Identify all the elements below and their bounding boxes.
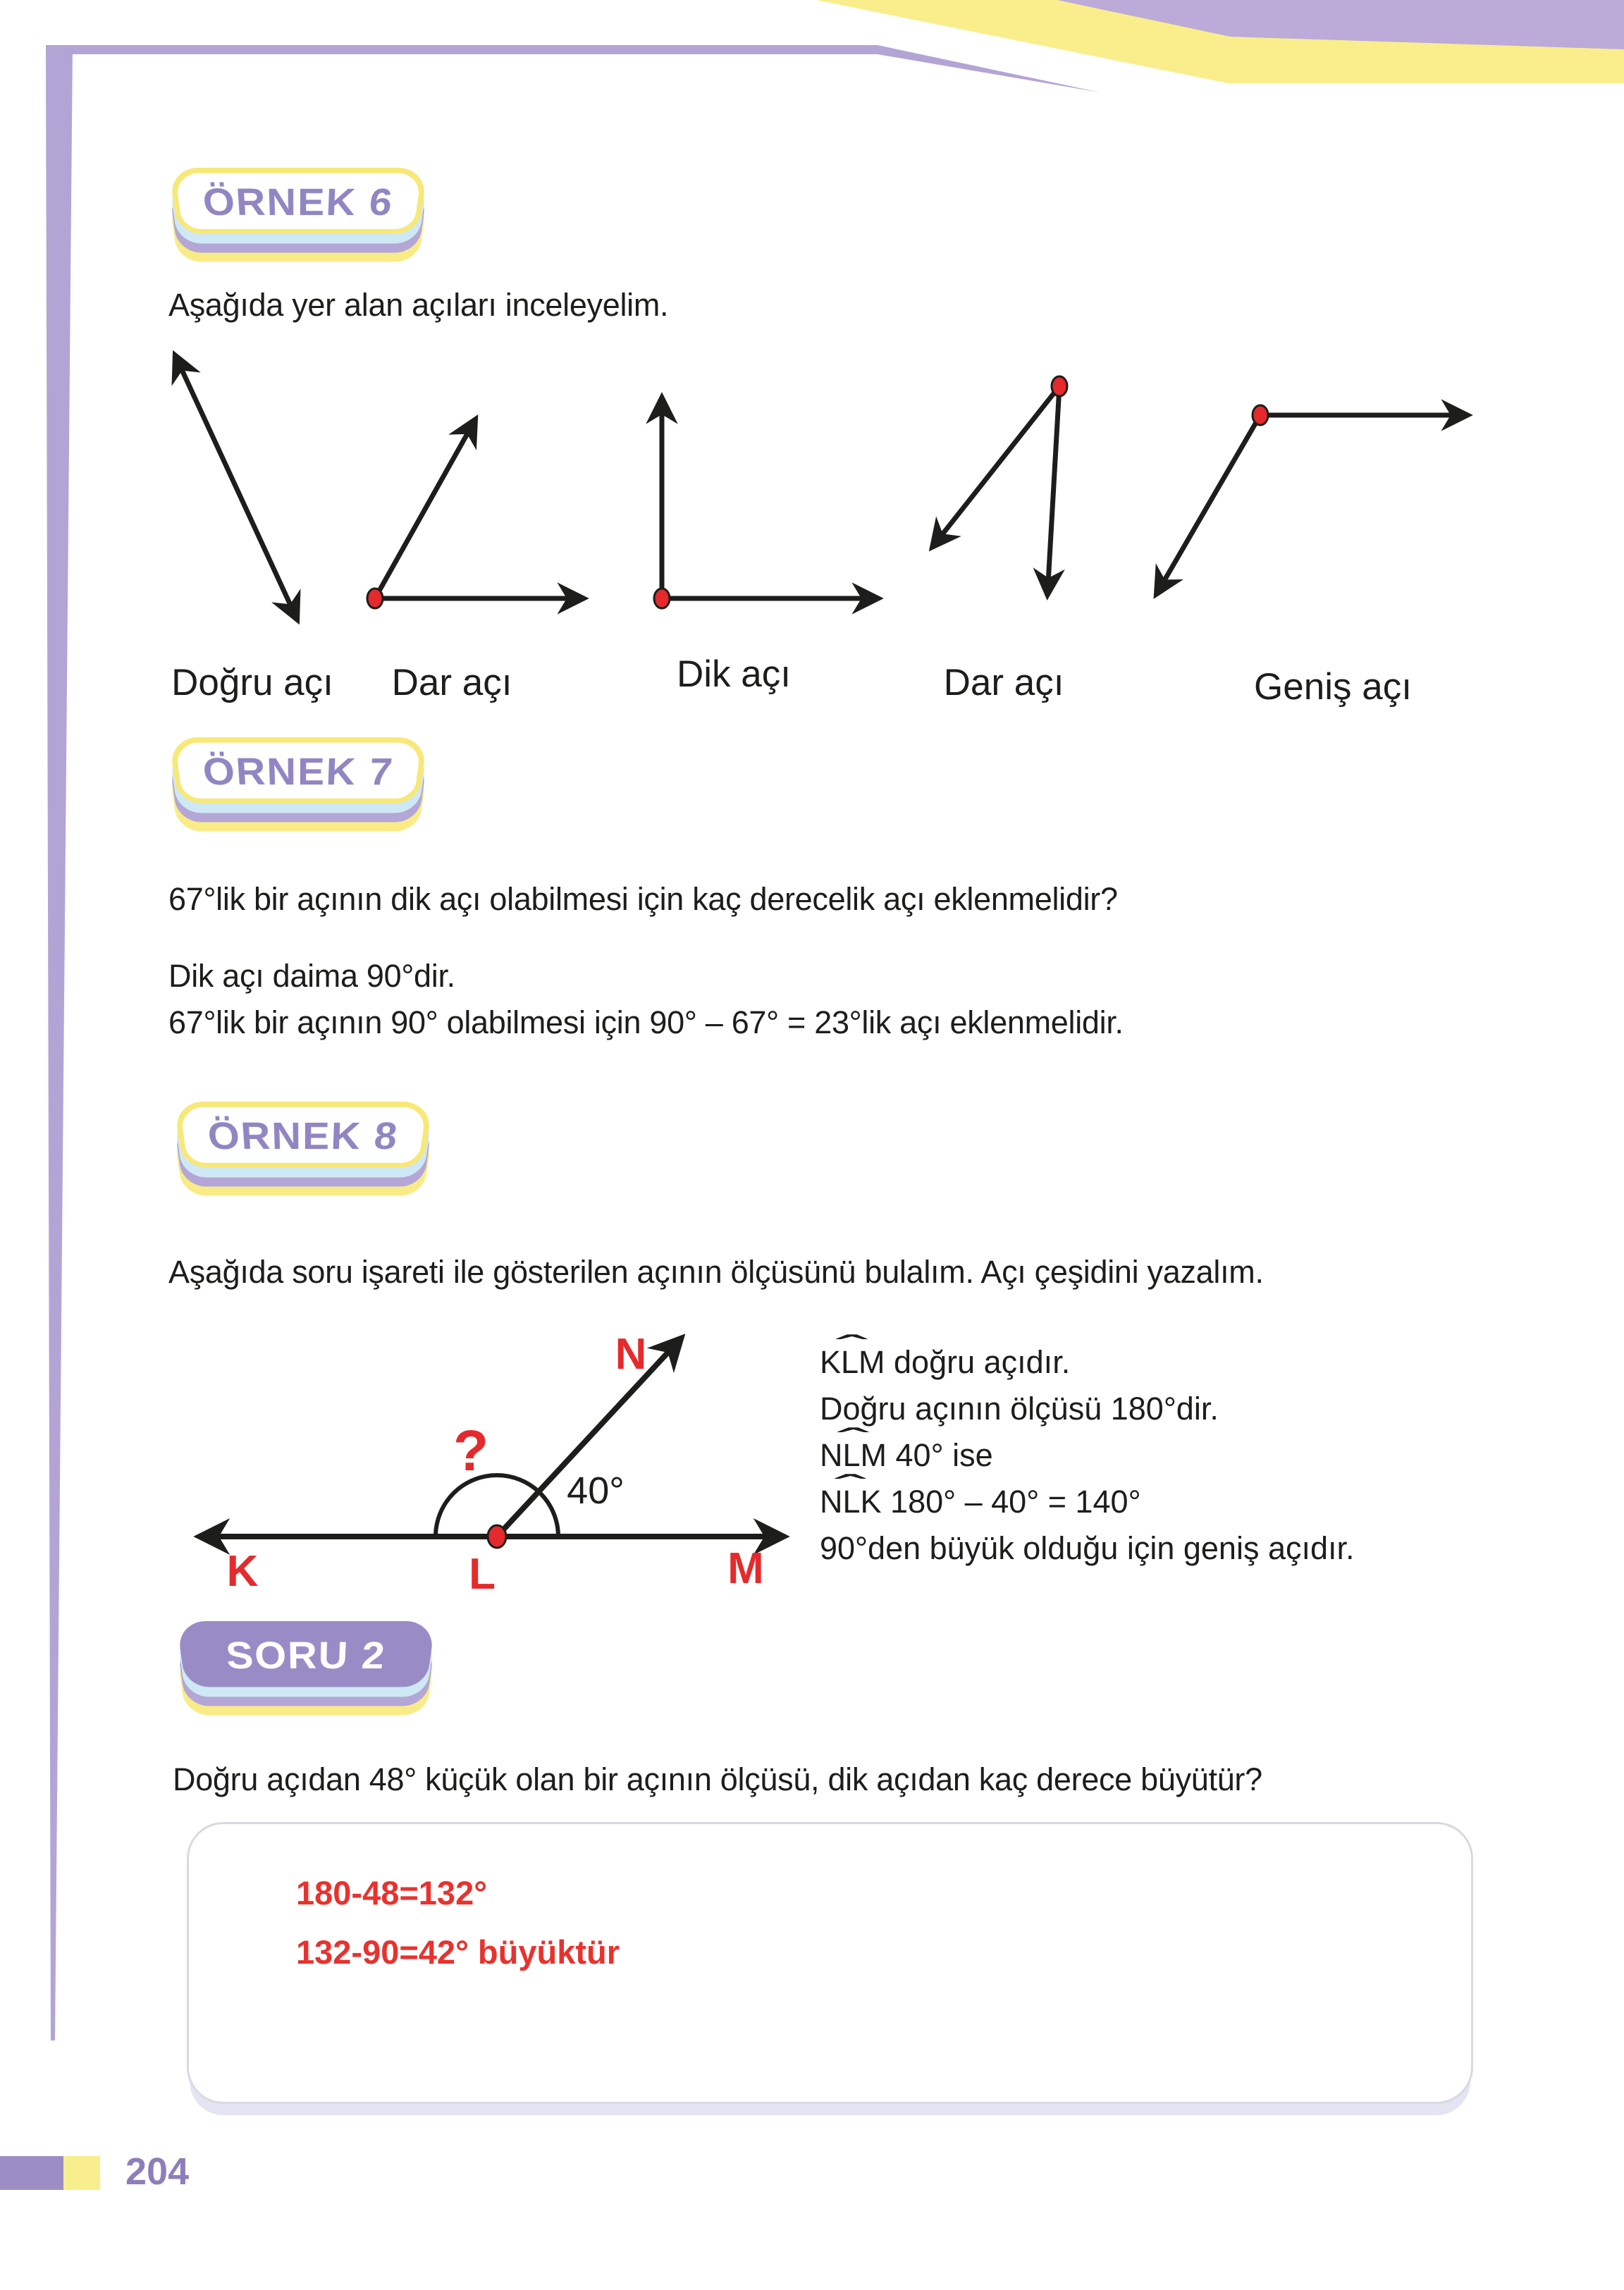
badge-face <box>168 168 428 234</box>
angle-hat-nlk: ˆ NLK <box>820 1479 882 1525</box>
ornek7-solution-line1: Dik açı daima 90°dir. <box>168 958 455 994</box>
footer-purple-block <box>0 2156 63 2190</box>
unknown-angle-mark: ? <box>453 1419 489 1483</box>
answer-box[interactable] <box>187 1822 1473 2104</box>
soru2-question: Doğru açıdan 48° küçük olan bir açının ölçüsü, dik açıdan kaç derece büyütür? <box>173 1761 1262 1797</box>
answer-line-1: 180-48=132° <box>296 1874 488 1912</box>
left-border <box>46 45 73 2040</box>
vertex-dot <box>1253 405 1268 425</box>
answer-line-2: 132-90=42° büyüktür <box>296 1933 620 1971</box>
right-angle-figure <box>654 397 879 608</box>
ornek7-solution-line2: 67°lik bir açının 90° olabilmesi için 90° – 67° = 23°lik açı eklenmelidir. <box>168 1004 1124 1040</box>
explanation-line: Doğru açının ölçüsü 180°dir. <box>820 1391 1219 1427</box>
ornek8-badge <box>173 1102 433 1207</box>
acute-angle-figure-1 <box>367 419 584 608</box>
ornek8-badge-label: ÖRNEK 8 <box>205 1114 401 1157</box>
obtuse-angle-figure <box>1156 405 1468 595</box>
soru2-badge-label: SORU 2 <box>223 1633 388 1676</box>
ornek6-intro-text: Aşağıda yer alan açıları inceleyelim. <box>168 287 669 323</box>
angle-figures <box>141 338 1515 705</box>
ornek7-badge-label: ÖRNEK 7 <box>200 749 396 792</box>
acute-angle-figure-2 <box>932 376 1067 596</box>
figure-label-straight: Doğru açı <box>171 662 333 703</box>
vertex-dot-l <box>488 1525 506 1548</box>
page-number: 204 <box>125 2150 190 2193</box>
explanation-line: 90°den büyük olduğu için geniş açıdır. <box>820 1530 1355 1566</box>
ornek7-solution <box>168 953 1124 1046</box>
figure-label-acute-2: Dar açı <box>943 662 1064 703</box>
point-label-n: N <box>615 1330 647 1379</box>
explanation-line: ˆ KLM doğru açıdır. <box>820 1339 1355 1386</box>
angle-40-label: 40° <box>567 1470 625 1512</box>
figure-label-right: Dik açı <box>677 653 791 695</box>
vertex-dot <box>654 589 670 608</box>
ornek6-badge-label: ÖRNEK 6 <box>200 180 396 223</box>
ornek7-question: 67°lik bir açının dik açı olabilmesi için kaç derecelik açı eklenmelidir? <box>168 881 1118 917</box>
top-border <box>46 45 1100 92</box>
point-label-m: M <box>727 1544 764 1593</box>
vertex-dot <box>1052 376 1067 396</box>
angle-hat-nlm: ˆ NLM <box>820 1432 887 1479</box>
soru2-badge <box>176 1621 436 1727</box>
footer-yellow-block <box>63 2156 100 2190</box>
point-label-l: L <box>469 1550 496 1599</box>
ornek8-explanation <box>820 1339 1355 1572</box>
point-label-k: K <box>226 1547 259 1596</box>
ornek6-badge <box>168 168 428 273</box>
explanation-line: ˆ NLM 40° ise <box>820 1432 1355 1479</box>
badge-face <box>176 1621 436 1687</box>
figure-label-acute-1: Dar açı <box>391 662 512 703</box>
vertex-dot <box>367 589 383 608</box>
straight-angle-figure <box>175 355 297 620</box>
explanation-line: ˆ NLK 180° – 40° = 140° <box>820 1479 1355 1525</box>
badge-face <box>168 737 428 804</box>
figure-label-obtuse: Geniş açı <box>1254 666 1412 708</box>
badge-face <box>173 1102 433 1168</box>
angle-hat-klm: ˆ KLM <box>820 1339 885 1386</box>
ornek7-badge <box>168 737 428 843</box>
ornek8-intro-text: Aşağıda soru işareti ile gösterilen açının ölçüsünü bulalım. Açı çeşidini yazalım. <box>168 1254 1264 1290</box>
